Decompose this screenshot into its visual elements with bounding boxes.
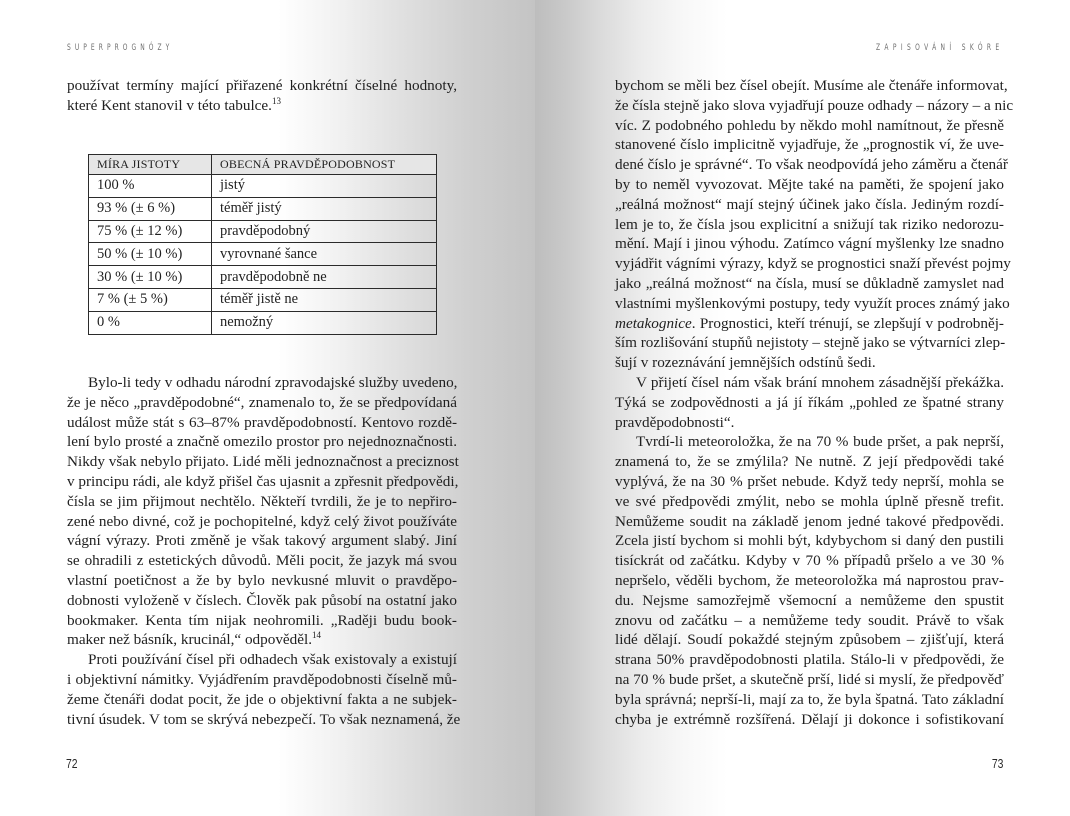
table-row: [89, 311, 437, 334]
paragraph: bychom se měli bez čísel obejít. Musíme ale čtenáře informovat, že čísla stejně jako slova vyjadřují pouze odhady – názory – a nic víc. Z podobného pohledu by někdo mohl namítnout, že přesně stanovené číslo implicitně vyjadřuje, že „prognostik ví, že uve- dené číslo je správné“. To však neodpovídá jeho záměru a čtenář by to neměl vyvozovat. Mějte také na paměti, že spojení jako „reálná možnost“ mají stejný účinek jako čísla. Jediným rozdí- lem je to, že čísla jsou explicitní a snižují tak riziko nedorozu- mění. Mají i jinou výhodu. Zatímco vágní myšlenky lze snadno vyjádřit vágními výrazy, když se prognostici snaží převést pojmy jako „reálná možnost“ na čísla, musí se důkladně zamyslet nad vlastními myšlenkovými postupy, tedy využít proces známý jako metakognice. Prognostici, kteří trénují, se zlepšují v podrobněj- ším rozlišování stupňů nejistoty – stejně jako se výtvarníci zlep- šují v rozeznávání jemnějších odstínů šedi.: [615, 77, 1014, 372]
paragraph: V přijetí čísel nám však brání mnohem zásadnější překážka. Týká se zodpovědnosti a já jí říkám „pohled ze špatné strany pravděpodobnosti“.: [615, 373, 1004, 431]
paragraph: Bylo-li tedy v odhadu národní zpravodajské služby uvedeno, že je něco „pravděpodobné“, znamenalo to, že se předpovídaná událost může stát s 63–87% pravděpodobností. Kentovo rozdě- lení bylo prosté a značně omezilo prostor pro nejednoznačnosti. Nikdy však nebylo přijato. Lidé měli jednoznačnost a preciznost v principu rádi, ale když přišel čas ujasnit a zpřesnit předpovědi, čísla se jim přijmout nechtělo. Někteří tvrdili, že je to nepřiro- zené nebo divné, což je pochopitelné, když celý život používáte vágní výrazy. Proti změně je však takový argument slabý. Jiní se ohradili z estetických důvodů. Měli pocit, že jazyk má svou vlastní poetičnost a že by bylo nevkusné mluvit o pravděpo- dobnosti vyloženě v číslech. Člověk pak působí na ostatní jako bookmaker. Kenta tím nijak neohromili. „Raději budu book- maker než básník, krucinál,“ odpověděl.$^{14}$: [67, 374, 459, 649]
table-header-row: [89, 155, 437, 175]
footnote-ref[interactable]: 13: [271, 95, 281, 106]
table-row: [89, 220, 437, 243]
certainty-cell: 7 % (± 5 %): [89, 288, 212, 311]
probability-cell: téměř jistý: [212, 197, 437, 220]
certainty-cell: 0 %: [89, 311, 212, 334]
probability-cell: jistý: [212, 175, 437, 198]
probability-cell: vyrovnané šance: [212, 243, 437, 266]
table-row: [89, 266, 437, 289]
certainty-cell: 93 % (± 6 %): [89, 197, 212, 220]
running-head-right: ZAPISOVÁNÍ SKÓRE: [876, 43, 1004, 53]
table-row: [89, 197, 437, 220]
probability-table: [88, 154, 437, 335]
certainty-cell: 50 % (± 10 %): [89, 243, 212, 266]
page-number-left: 72: [66, 756, 78, 771]
paragraph: Tvrdí-li meteoroložka, že na 70 % bude pršet, a pak neprší, znamená to, že se zmýlila? Ne nutně. Z její předpovědi také vyplývá, že na 30 % pršet nebude. Když tedy neprší, mohla se ve své předpovědi zmýlit, nebo se mohla úplně přesně trefit. Nemůžeme soudit na základě jenom jedné takové předpovědi. Zcela jistí bychom si mohli být, kdybychom si daný den pustili tisíckrát od začátku. Kdyby v 70 % případů pršelo a ve 30 % nepršelo, věděli bychom, že meteoroložka má naprostou prav- du. Nejsme samozřejmě všemocní a nemůžeme den spustit znovu od začátku – a nemůžeme tedy soudit. Právě to však lidé dělají. Soudí pokaždé stejným způsobem – zjišťují, která strana 50% pravděpodobnosti platila. Stálo-li v předpovědi, že na 70 % bude pršet, a skutečně prší, lidé si myslí, že předpověď byla správná; neprší-li, mají za to, že byla špatná. Tato základní chyba je extrémně rozšířená. Dělají ji dokonce i sofistikovaní: [615, 433, 1004, 728]
probability-cell: pravděpodobně ne: [212, 266, 437, 289]
table-row: [89, 288, 437, 311]
page-number-right: 73: [991, 756, 1003, 771]
certainty-cell: 100 %: [89, 175, 212, 198]
text-line: používat termíny mající přiřazené konkrétní číselné hodnoty,: [67, 77, 457, 94]
right-page: [535, 0, 1070, 816]
body-text-left: [67, 373, 461, 729]
body-text-right: [615, 76, 1014, 729]
certainty-cell: 75 % (± 12 %): [89, 220, 212, 243]
running-head-left: SUPERPROGNÓZY: [67, 43, 174, 53]
intro-text: [67, 76, 457, 116]
certainty-cell: 30 % (± 10 %): [89, 266, 212, 289]
text-line: které Kent stanovil v této tabulce.$^{13}$: [67, 95, 281, 114]
column-header-probability: OBECNÁ PRAVDĚPODOBNOST: [212, 155, 437, 175]
probability-cell: nemožný: [212, 311, 437, 334]
table-row: [89, 175, 437, 198]
probability-cell: pravděpodobný: [212, 220, 437, 243]
column-header-certainty: MÍRA JISTOTY: [89, 155, 212, 175]
footnote-ref[interactable]: 14: [312, 630, 322, 641]
probability-cell: téměř jistě ne: [212, 288, 437, 311]
paragraph: Proti používání čísel při odhadech však existovaly a existují i objektivní námitky. Vyjádřením pravděpodobnosti číselně mů- žeme čtenáři dodat pocit, že jde o objektivní fakta a ne subjek- tivní úsudek. V tom se skrývá nebezpečí. To však neznamená, že: [67, 651, 461, 728]
table-row: [89, 243, 437, 266]
italic-term: metakognice: [615, 314, 692, 332]
